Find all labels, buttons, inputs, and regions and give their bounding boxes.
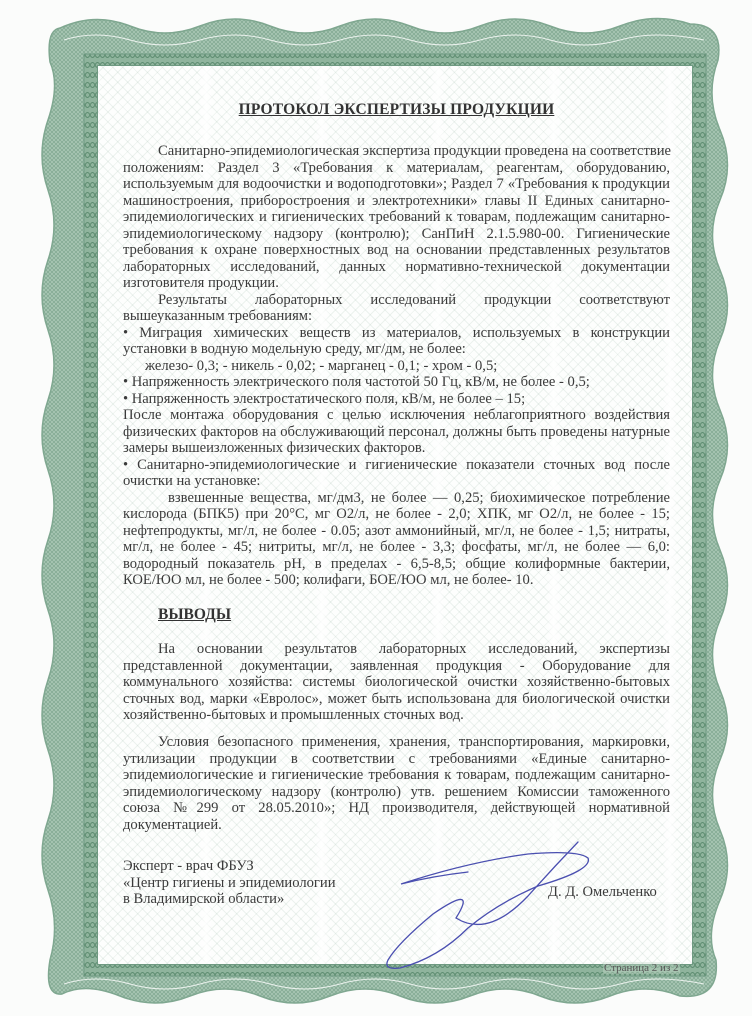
expert-position [123, 858, 336, 908]
text-line: • Миграция химических веществ из материалов, используемых в конструкции [123, 324, 670, 341]
text-line: На основании результатов лабораторных исследований, экспертизы [158, 641, 670, 657]
text-line: эпидемиологических и гигиенических требований к товарам, подлежащим санитарно- [123, 209, 670, 225]
text-line: используемым для водоочистки и водоподготовки»; Раздел 7 «Требования к продукции [123, 176, 670, 192]
text-line: очистки на установке: [123, 473, 261, 489]
text-line: документацией. [123, 816, 222, 833]
position-line: в Владимирской области» [123, 891, 285, 907]
text-line: замеры вышеизложенных физических факторов. [123, 440, 426, 456]
text-line: • Санитарно-эпидемиологические и гигиенические показатели сточных вод после [123, 456, 670, 473]
text-line: коммунального хозяйства: системы биологической очистки хозяйственно-бытовых [123, 674, 670, 690]
text-line: эпидемиологическому надзору (контролю); СанПиН 2.1.5.980-00. Гигиенические [123, 225, 670, 242]
text-line: машиностроения, приборостроения и электротехники» главы II Единых санитарно- [123, 192, 670, 209]
expert-name: Д. Д. Омельченко [548, 884, 657, 900]
text-line: физических факторов на обслуживающий персонал, должны быть проведены натурные [123, 423, 670, 440]
page-number: Страница 2 из 2 [604, 962, 679, 974]
position-line: Эксперт - врач ФБУЗ [123, 858, 254, 874]
text-line: эпидемиологические и гигиенические требования к товарам, подлежащим санитарно- [123, 767, 670, 783]
text-line: водородный показатель pH, в пределах - 6,5-8,5; общие колиформные бактерии, [123, 555, 670, 572]
text-line: эпидемиологическому надзору (контролю) утв. решением Комиссии таможенного [123, 783, 670, 800]
text-line: железо- 0,3; - никель - 0,02; - марганец - 0,1; - хром - 0,5; [145, 357, 498, 374]
text-line: мг/л, не более - 45; нитриты, мг/л, не более - 3,3; фосфаты, мг/л, не более — 6,0: [123, 539, 670, 555]
text-line: лабораторных исследований, данных нормативно-технической документации [123, 258, 670, 275]
position-line: «Центр гигиены и эпидемиологии [123, 874, 336, 891]
text-line: союза №299 от 28.05.2010»; НД производителя, действующей нормативной [123, 800, 670, 816]
text-line: сточных вод, марки «Евролос», может быть использована для биологической очистки [123, 690, 670, 707]
text-line: вышеуказанным требованиям: [123, 308, 313, 324]
text-line: изготовителя продукции. [123, 275, 279, 291]
text-line: Условия безопасного применения, хранения, транспортирования, маркировки, [158, 734, 670, 750]
text-line: хозяйственно-бытовых и промышленных сточных вод. [123, 707, 464, 723]
text-line: • Напряженность электрического поля частотой 50 Гц, кВ/м, не более - 0,5; [123, 374, 590, 390]
text-line: положениям: Раздел 3 «Требования к материалам, реагентам, оборудованию, [123, 159, 670, 176]
text-line: • Напряженность электростатического поля, кВ/м, не более – 15; [123, 390, 526, 407]
text-line: Результаты лабораторных исследований продукции соответствуют [158, 291, 670, 308]
text-line: установки в водную модельную среду, мг/дм, не более: [123, 341, 466, 357]
conclusions-heading: ВЫВОДЫ [158, 606, 232, 623]
text-line: Санитарно-эпидемиологическая экспертиза продукции проведена на соответствие [158, 143, 672, 159]
text-line: КОЕ/ЮО мл, не более - 500; колифаги, БОЕ/ЮО мл, не более- 10. [123, 572, 534, 588]
text-line: требования к охране поверхностных вод на основании представленных результатов [123, 242, 670, 258]
text-line: После монтажа оборудования с целью исключения неблагоприятного воздействия [123, 407, 670, 423]
text-line: взвешенные вещества, мг/дм3, не более — 0,25; биохимическое потребление [168, 489, 670, 506]
document-title: ПРОТОКОЛ ЭКСПЕРТИЗЫ ПРОДУКЦИИ [238, 101, 555, 118]
text-line: утилизации продукции в соответствии с требованиями «Единые санитарно- [123, 750, 670, 767]
text-line: нефтепродукты, мг/л, не более - 0.05; азот аммонийный, мг/л, не более - 1,5; нитраты, [123, 522, 670, 539]
text-line: представленной документации, заявленная продукция - Оборудование для [123, 657, 670, 674]
handwritten-signature [378, 828, 608, 978]
text-line: кислорода (БПК5) при 20°С, мг О2/л, не более - 2,0; ХПК, мг О2/л, не более - 15; [123, 506, 670, 522]
